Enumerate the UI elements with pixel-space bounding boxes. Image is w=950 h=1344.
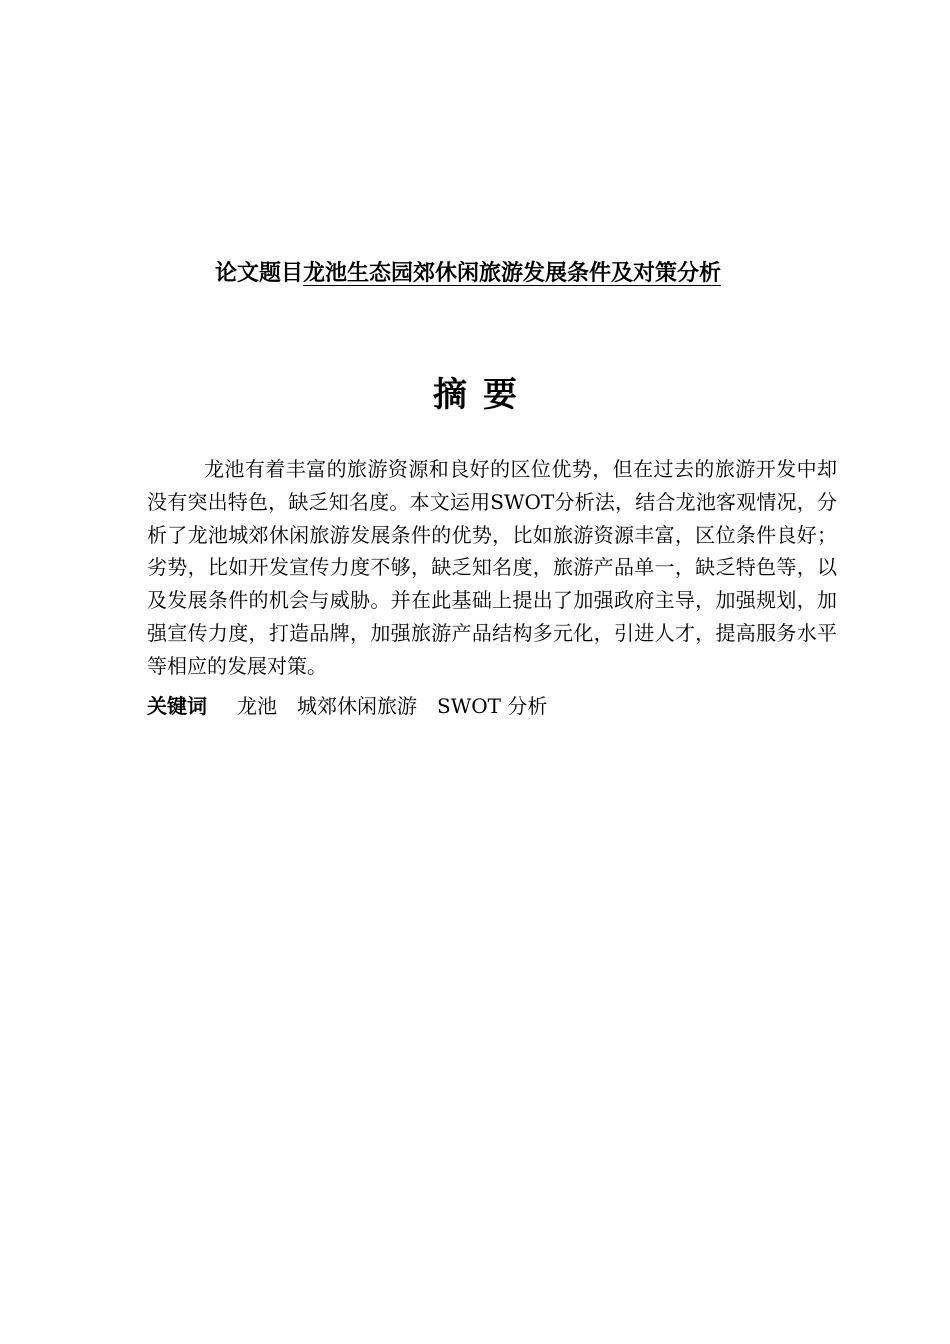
thesis-title-label: 论文题目 [214, 261, 303, 286]
keyword-item: SWOT 分析 [437, 694, 548, 718]
abstract-heading: 摘要 [433, 375, 533, 415]
keywords-label: 关键词 [147, 694, 207, 718]
keyword-item: 城郊休闲旅游 [297, 694, 417, 718]
thesis-title [0, 258, 950, 290]
keywords-line [147, 690, 837, 722]
abstract-body: 龙池有着丰富的旅游资源和良好的区位优势，但在过去的旅游开发中却没有突出特色，缺乏知名度。本文运用SWOT分析法，结合龙池客观情况，分析了龙池城郊休闲旅游发展条件的优势，比如旅游资源丰富，区位条件良好；劣势，比如开发宣传力度不够，缺乏知名度，旅游产品单一，缺乏特色等，以及发展条件的机会与威胁。并在此基础上提出了加强政府主导，加强规划，加强宣传力度，打造品牌，加强旅游产品结构多元化，引进人才，提高服务水平等相应的发展对策。 [147, 457, 837, 678]
keyword-item: 龙池 [237, 694, 277, 718]
thesis-title-topic: 龙池生态园郊休闲旅游发展条件及对策分析 [303, 261, 722, 286]
